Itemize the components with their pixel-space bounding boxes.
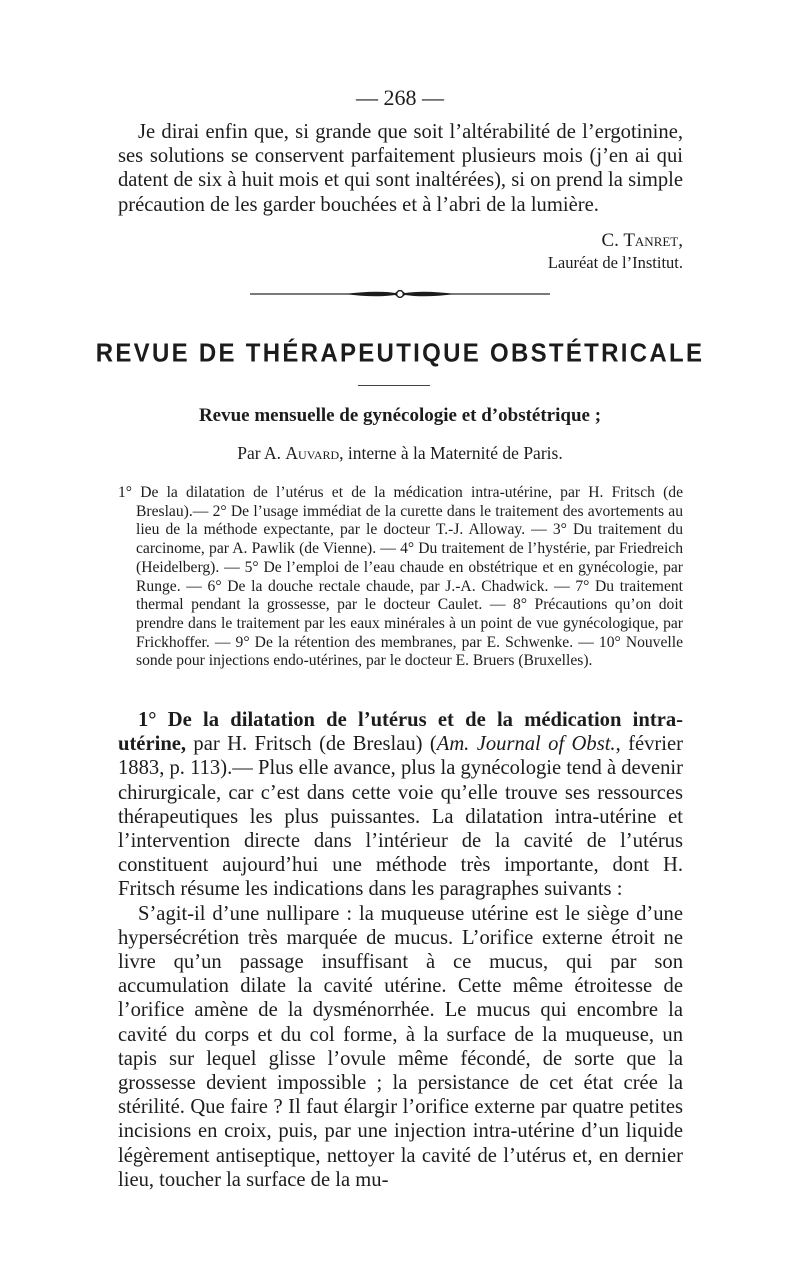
article-paragraph-2: S’agit-il d’une nullipare : la muqueuse utérine est le siège d’une hypersécrétion très marquée de mucus. L’orifice externe étroit ne livre qu’un passage insuffisant à ce mucus, qui par son accumulation dilate la cavité utérine. Cette même étroitesse de l’orifice amène de la dysménorrhée. Le mucus qui encombre la cavité du corps et du col forme, à la surface de la muqueuse, un tapis sur lequel glisse l’ovule même fécondé, de sorte que la grossesse devient impossible ; la persistance de cet état crée la stérilité. Que faire ? Il faut élargir l’orifice externe par quatre petites incisions en croix, puis, par une injection intra-utérine d’un liquide légèrement antiseptique, nettoyer la cavité de l’utérus et, en dernier lieu, toucher la surface de la mu- xyxy=(118,902,683,1191)
review-title: Revue mensuelle de gynécologie et d’obstétrique ; xyxy=(198,405,602,426)
byline-prefix: Par A. xyxy=(237,443,286,463)
article-body: , février 1883, p. 113).— Plus elle avance, plus la gynécologie tend à devenir chirurgicale, car c’est dans cette voie qu’elle trouve ses ressources thérapeutiques les plus puissantes. La dilatation intra-utérine et l’intervention directe dans l’intérieur de la cavité de l’utérus constituent aujourd’hui une méthode très importante, dont H. Fritsch résume les indications dans les paragraphes suivants : xyxy=(118,733,683,901)
article-journal: Am. Journal of Obst. xyxy=(436,733,616,756)
intro-paragraph: Je dirai enfin que, si grande que soit l’altérabilité de l’ergotinine, ses solutions se conservent parfaitement plusieurs mois (j’en ai qui datent de six à huit mois et qui sont inaltérées), si on prend la simple précaution de les garder bouchées et à l’abri de la lumière. xyxy=(118,121,683,216)
byline xyxy=(0,443,800,464)
byline-suffix: , interne à la Maternité de Paris. xyxy=(339,443,563,463)
article-author: par H. Fritsch (de Breslau) ( xyxy=(186,733,437,756)
page-number: — 268 — xyxy=(356,85,444,110)
signature-name: C. Tanret, xyxy=(601,230,683,251)
article-paragraph-1 xyxy=(118,708,683,902)
summary-block xyxy=(118,484,683,671)
section-title: REVUE DE THÉRAPEUTIQUE OBSTÉTRICALE xyxy=(95,338,705,369)
ornamental-rule xyxy=(250,287,550,301)
intro-block xyxy=(118,120,683,217)
summary-list: 1° De la dilatation de l’utérus et de la médication intra-utérine, par H. Fritsch (de Breslau).— 2° De l’usage immédiat de la curette dans le traitement des avortements au lieu de la méthode expectante, par le docteur T.-J. Alloway. — 3° Du traitement du carcinome, par A. Pawlik (de Vienne). — 4° Du traitement de l’hystérie, par Friedreich (Heidelberg). — 5° De l’emploi de l’eau chaude en obstétrique et en gynécologie, par Runge. — 6° De la douche rectale chaude, par J.-A. Chadwick. — 7° Du traitement thermal pendant la grossesse, par le docteur Caulet. — 8° Précautions qu’on doit prendre dans le traitement par les eaux minérales à un point de vue gynécologique, par Frickhoffer. — 9° De la rétention des membranes, par E. Schwenke. — 10° Nouvelle sonde pour injections endo-utérines, par le docteur E. Bruers (Bruxelles). xyxy=(118,484,683,670)
signature-affiliation: Lauréat de l’Institut. xyxy=(547,253,683,272)
article-heading: 1° De la dilatation de l’utérus et de la médication intra-utérine, xyxy=(118,709,683,756)
article-block xyxy=(118,708,683,1192)
byline-author: Auvard xyxy=(285,443,340,463)
short-divider xyxy=(358,385,430,386)
